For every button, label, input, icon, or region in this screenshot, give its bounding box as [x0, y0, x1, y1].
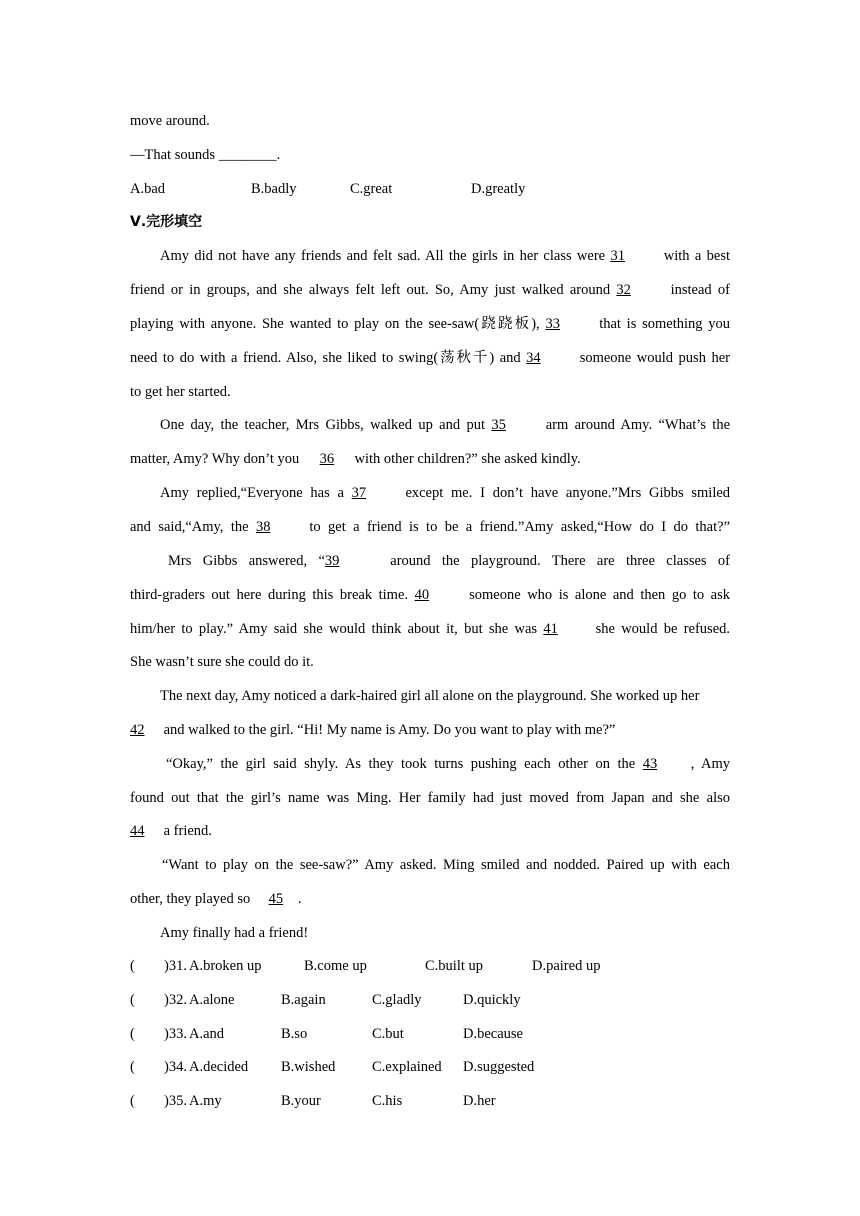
passage-line	[130, 923, 760, 943]
option-d: D.suggested	[463, 1059, 535, 1075]
passage-text: him/her to play.” Amy said she would think about it, but she was	[130, 621, 538, 637]
passage-text: One day, the teacher, Mrs Gibbs, walked up and put	[160, 417, 485, 433]
passage-text: arm around Amy. “What’s the	[545, 417, 731, 433]
blank-42: 42	[130, 722, 145, 738]
passage-text: with other children?” she asked kindly.	[354, 451, 581, 467]
option-c: C.built up	[425, 958, 484, 974]
answer-paren: (	[130, 1059, 135, 1075]
passage-text: instead of	[670, 282, 730, 298]
passage-line	[130, 551, 730, 571]
passage-text: around the playground. There are three classes of	[390, 553, 730, 569]
passage-text: playing with anyone. She wanted to play on the see-saw(跷跷板),	[130, 316, 540, 332]
passage-text: .	[297, 891, 302, 907]
passage-line	[130, 449, 730, 469]
option-c: C.his	[372, 1093, 403, 1109]
passage-line	[130, 821, 730, 841]
blank-37: 37	[351, 485, 367, 501]
passage-text: to get a friend is to be a friend.”Amy asked,“How do I do that?”	[309, 519, 731, 535]
prev-question-text: move around.	[130, 113, 210, 129]
passage-line	[130, 348, 730, 368]
passage-line	[130, 619, 730, 639]
passage-line	[130, 314, 730, 334]
option-a: A.alone	[189, 992, 235, 1008]
passage-text: The next day, Amy noticed a dark-haired girl all alone on the playground. She worked up her	[160, 688, 700, 704]
passage-text: Amy replied,“Everyone has a	[160, 485, 344, 501]
option-b: B.so	[281, 1026, 308, 1042]
option-a: A.broken up	[189, 958, 262, 974]
passage-text: Amy finally had a friend!	[160, 925, 309, 941]
option-c: C.explained	[372, 1059, 442, 1075]
blank-43: 43	[642, 756, 658, 772]
passage-line	[130, 686, 760, 706]
passage-text: that is something you	[599, 316, 730, 332]
blank-36: 36	[319, 451, 335, 467]
blank-39: 39	[324, 553, 340, 569]
passage-text: to get her started.	[130, 384, 231, 400]
passage-text: She wasn’t sure she could do it.	[130, 654, 314, 670]
prev-answer-suffix: .	[276, 147, 281, 163]
passage-line	[130, 280, 730, 300]
blank-31: 31	[610, 248, 625, 264]
blank-45: 45	[268, 891, 284, 907]
prev-question-line	[130, 111, 730, 131]
passage-line	[130, 889, 730, 909]
passage-text: friend or in groups, and she always felt left out. So, Amy just walked around	[130, 282, 611, 298]
question-number: )32.	[164, 992, 187, 1008]
blank-38: 38	[255, 519, 271, 535]
passage-text: a friend.	[163, 823, 212, 839]
passage-line	[130, 517, 730, 537]
option-d: D.because	[463, 1026, 523, 1042]
blank-33: 33	[545, 316, 560, 332]
question-number: )35.	[164, 1093, 187, 1109]
option-b: B.wished	[281, 1059, 336, 1075]
option-c: C.gladly	[372, 992, 422, 1008]
passage-text: except me. I don’t have anyone.”Mrs Gibbs smiled	[405, 485, 731, 501]
passage-text: “Want to play on the see-saw?” Amy asked. Ming smiled and nodded. Paired up with each	[162, 857, 730, 873]
blank-35: 35	[491, 417, 506, 433]
passage-text: need to do with a friend. Also, she liked to swing(荡秋千) and	[130, 350, 521, 366]
question-number: )33.	[164, 1026, 187, 1042]
passage-line	[130, 585, 730, 605]
option-a: A.my	[189, 1093, 222, 1109]
prev-option-d: D.greatly	[471, 181, 526, 197]
passage-text: and said,“Amy, the	[130, 519, 249, 535]
option-d: D.her	[463, 1093, 496, 1109]
option-c: C.but	[372, 1026, 404, 1042]
passage-text: matter, Amy? Why don’t you	[130, 451, 300, 467]
blank-32: 32	[616, 282, 631, 298]
passage-text: someone who is alone and then go to ask	[469, 587, 731, 603]
prev-option-a: A.bad	[130, 181, 166, 197]
passage-text: with a best	[663, 248, 730, 264]
answer-paren: (	[130, 1026, 135, 1042]
option-d: D.quickly	[463, 992, 521, 1008]
passage-line	[130, 788, 730, 808]
passage-text: Amy did not have any friends and felt sad. All the girls in her class were	[160, 248, 606, 264]
prev-answer-prefix: —That sounds	[130, 147, 215, 163]
passage-text: and walked to the girl. “Hi! My name is Amy. Do you want to play with me?”	[163, 722, 616, 738]
passage-line	[130, 483, 730, 503]
section-title: Ⅴ.完形填空	[130, 214, 203, 230]
blank-34: 34	[526, 350, 541, 366]
passage-text: third-graders out here during this break time.	[130, 587, 409, 603]
answer-paren: (	[130, 958, 135, 974]
answer-paren: (	[130, 992, 135, 1008]
option-d: D.paired up	[532, 958, 601, 974]
passage-text: , Amy	[690, 756, 731, 772]
blank-44: 44	[130, 823, 145, 839]
prev-option-b: B.badly	[251, 181, 297, 197]
passage-line	[130, 246, 730, 266]
option-b: B.again	[281, 992, 326, 1008]
passage-line	[130, 415, 730, 435]
question-number: )34.	[164, 1059, 187, 1075]
passage-line	[130, 754, 730, 774]
passage-line	[130, 720, 730, 740]
passage-text: she would be refused.	[595, 621, 731, 637]
prev-answer-line	[130, 145, 730, 165]
blank-40: 40	[414, 587, 430, 603]
passage-text: someone would push her	[579, 350, 730, 366]
prev-answer-blank: ________	[218, 147, 277, 163]
passage-line	[130, 652, 730, 672]
option-b: B.your	[281, 1093, 321, 1109]
passage-line	[130, 855, 730, 875]
passage-text: Mrs Gibbs answered, “	[168, 553, 325, 569]
option-a: A.decided	[189, 1059, 249, 1075]
blank-41: 41	[543, 621, 558, 637]
question-number: )31.	[164, 958, 187, 974]
prev-option-c: C.great	[350, 181, 393, 197]
option-a: A.and	[189, 1026, 225, 1042]
answer-paren: (	[130, 1093, 135, 1109]
passage-text: other, they played so	[130, 891, 251, 907]
option-b: B.come up	[304, 958, 367, 974]
passage-text: “Okay,” the girl said shyly. As they took turns pushing each other on the	[166, 756, 636, 772]
passage-line	[130, 382, 730, 402]
passage-text: found out that the girl’s name was Ming. Her family had just moved from Japan and she also	[130, 790, 730, 806]
